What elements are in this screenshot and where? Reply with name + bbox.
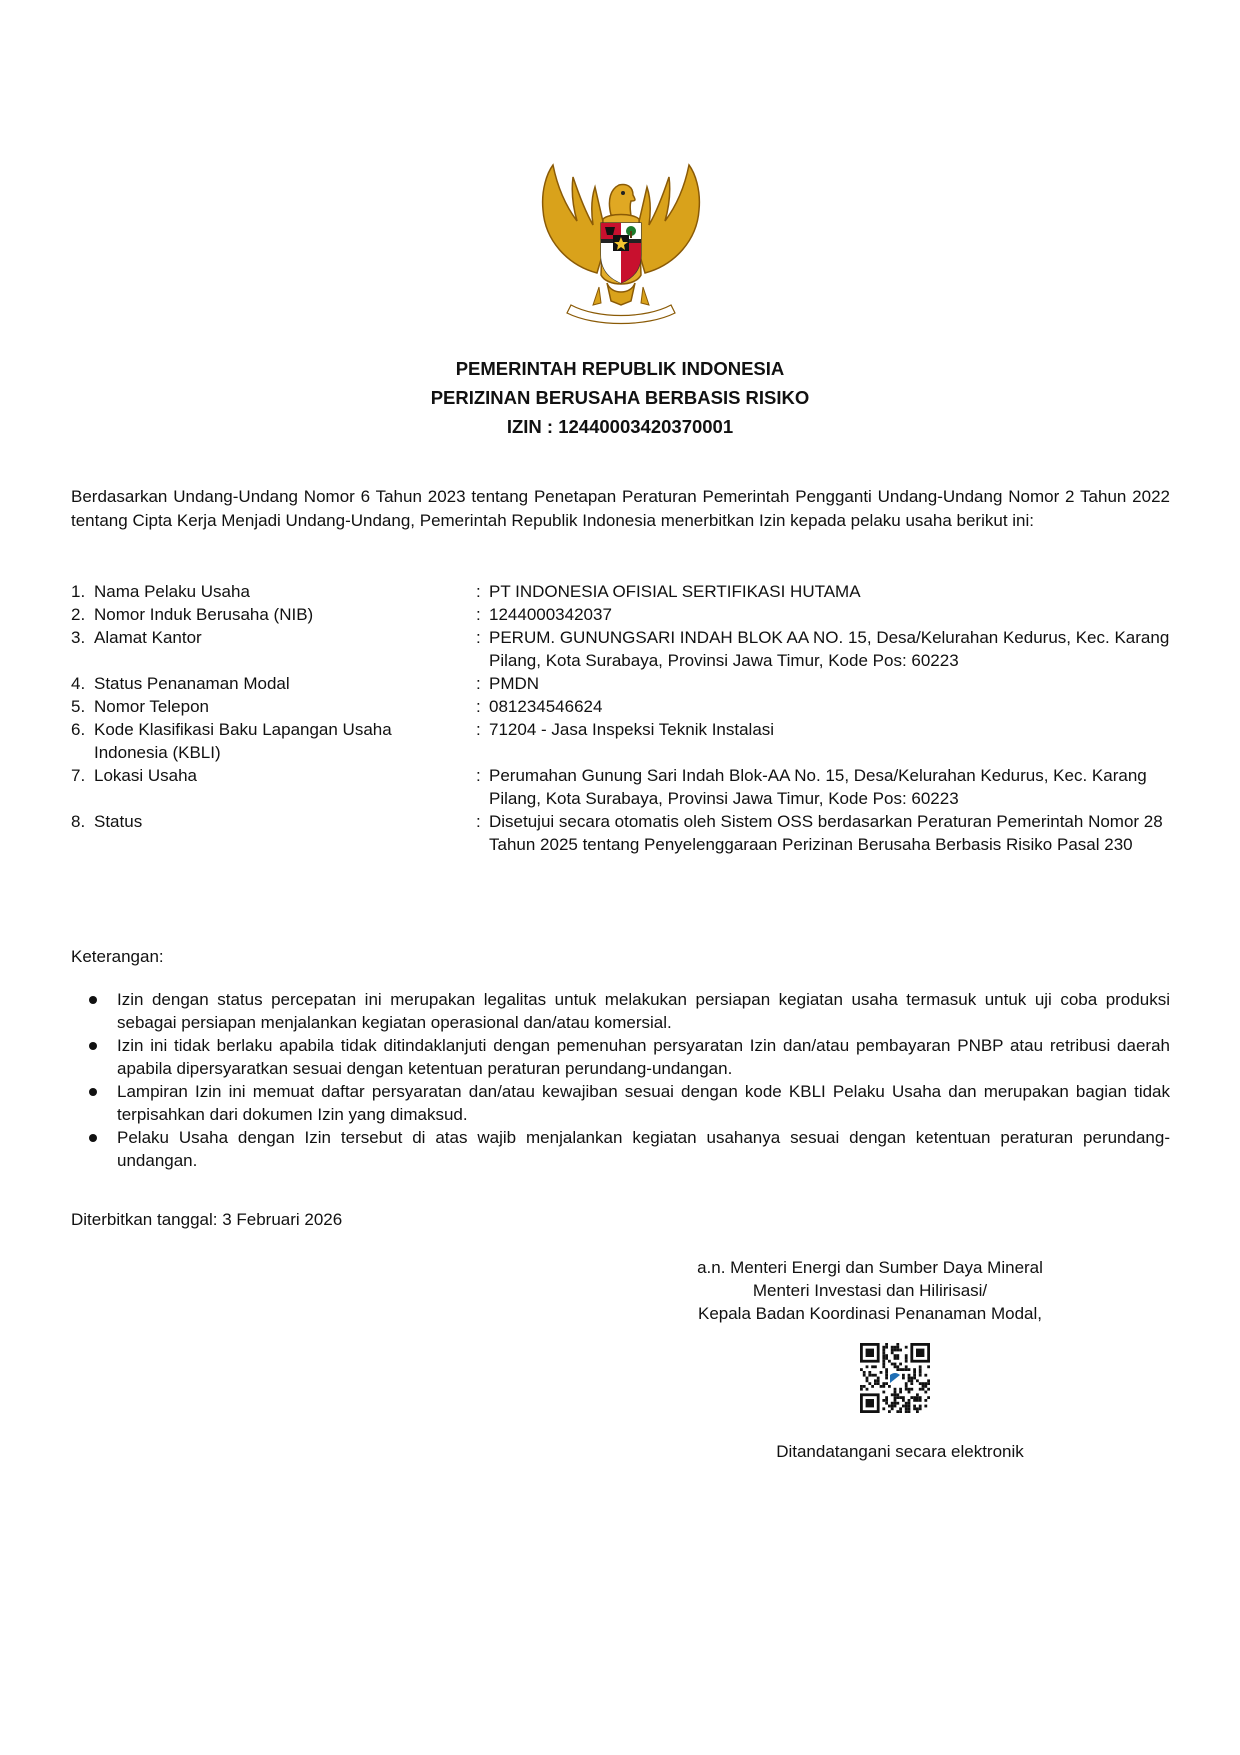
field-colon: : <box>476 605 481 624</box>
field-label: Status Penanaman Modal <box>94 674 290 693</box>
field-colon: : <box>476 812 481 831</box>
field-kbli <box>71 718 1170 764</box>
signatory-line-1: a.n. Menteri Energi dan Sumber Daya Mineral <box>697 1258 1043 1277</box>
field-number: 6. <box>71 720 86 739</box>
field-value: PMDN <box>489 674 540 693</box>
note-text: Izin dengan status percepatan ini merupakan legalitas untuk melakukan persiapan kegiatan usaha termasuk untuk uji coba produksi sebagai persiapan menjalankan kegiatan operasional dan/atau komersial. <box>117 990 1170 1032</box>
field-value: 71204 - Jasa Inspeksi Teknik Instalasi <box>489 720 775 739</box>
signatory-block <box>620 1256 1120 1325</box>
field-investment-status <box>71 672 1170 695</box>
electronic-signature-note: Ditandatangani secara elektronik <box>776 1442 1024 1461</box>
field-label: Alamat Kantor <box>94 628 202 647</box>
header-license-type: PERIZINAN BERUSAHA BERBASIS RISIKO <box>430 387 810 408</box>
field-number: 7. <box>71 766 86 785</box>
field-colon: : <box>476 582 481 601</box>
field-status <box>71 810 1170 856</box>
field-value: PERUM. GUNUNGSARI INDAH BLOK AA NO. 15, Desa/Kelurahan Kedurus, Kec. Karang Pilang, Kota Surabaya, Provinsi Jawa Timur, Kode Pos: 60223 <box>489 628 1170 670</box>
field-colon: : <box>476 720 481 739</box>
issued-date: Diterbitkan tanggal: 3 Februari 2026 <box>71 1210 343 1229</box>
field-number: 3. <box>71 628 86 647</box>
field-value: 081234546624 <box>489 697 603 716</box>
notes-heading: Keterangan: <box>71 947 164 966</box>
bullet-icon <box>71 1034 117 1080</box>
field-label: Nomor Induk Berusaha (NIB) <box>94 605 314 624</box>
note-text: Pelaku Usaha dengan Izin tersebut di atas wajib menjalankan kegiatan usahanya sesuai dengan ketentuan peraturan perundang-undangan. <box>117 1128 1170 1170</box>
header-government: PEMERINTAH REPUBLIK INDONESIA <box>455 358 785 379</box>
field-colon: : <box>476 674 481 693</box>
field-value: Disetujui secara otomatis oleh Sistem OSS berdasarkan Peraturan Pemerintah Nomor 28 Tahun 2025 tentang Penyelenggaraan Perizinan Berusaha Berbasis Risiko Pasal 230 <box>489 812 1163 854</box>
field-number: 1. <box>71 582 86 601</box>
field-label: Lokasi Usaha <box>94 766 198 785</box>
field-number: 2. <box>71 605 86 624</box>
field-colon: : <box>476 628 481 647</box>
field-label: Kode Klasifikasi Baku Lapangan Usaha Indonesia (KBLI) <box>94 720 392 762</box>
garuda-pancasila-emblem <box>537 155 705 331</box>
signatory-line-3: Kepala Badan Koordinasi Penanaman Modal, <box>697 1304 1043 1323</box>
field-value: Perumahan Gunung Sari Indah Blok-AA No. 15, Desa/Kelurahan Kedurus, Kec. Karang Pilang, Kota Surabaya, Provinsi Jawa Timur, Kode Pos: 60223 <box>489 766 1147 808</box>
header-license-number: IZIN : 12440003420370001 <box>506 416 734 437</box>
field-value: 1244000342037 <box>489 605 612 624</box>
field-colon: : <box>476 697 481 716</box>
field-number: 5. <box>71 697 86 716</box>
field-business-location <box>71 764 1170 810</box>
field-label: Nama Pelaku Usaha <box>94 582 250 601</box>
bullet-icon <box>71 1080 117 1126</box>
field-number: 8. <box>71 812 86 831</box>
list-item <box>71 1034 1170 1080</box>
notes-list <box>71 988 1170 1172</box>
document-header <box>0 354 1240 441</box>
field-business-name <box>71 580 1170 603</box>
field-colon: : <box>476 766 481 785</box>
list-item <box>71 1126 1170 1172</box>
list-item <box>71 1080 1170 1126</box>
bullet-icon <box>71 988 117 1034</box>
note-text: Izin ini tidak berlaku apabila tidak ditindaklanjuti dengan pemenuhan persyaratan Izin dan/atau pembayaran PNBP atau retribusi daerah apabila dipersyaratkan sesuai dengan ketentuan peraturan perundang-undangan. <box>117 1036 1170 1078</box>
note-text: Lampiran Izin ini memuat daftar persyaratan dan/atau kewajiban sesuai dengan kode KBLI Pelaku Usaha dan merupakan bagian tidak terpisahkan dari dokumen Izin yang dimaksud. <box>117 1082 1170 1124</box>
intro-paragraph: Berdasarkan Undang-Undang Nomor 6 Tahun 2023 tentang Penetapan Peraturan Pemerintah Pengganti Undang-Undang Nomor 2 Tahun 2022 tentang Cipta Kerja Menjadi Undang-Undang, Pemerintah Republik Indonesia menerbitkan Izin kepada pelaku usaha berikut ini: <box>71 487 1170 530</box>
field-phone <box>71 695 1170 718</box>
signatory-line-2: Menteri Investasi dan Hilirisasi/ <box>752 1281 988 1300</box>
field-number: 4. <box>71 674 86 693</box>
business-details-list <box>71 580 1170 856</box>
field-value: PT INDONESIA OFISIAL SERTIFIKASI HUTAMA <box>489 582 861 601</box>
field-office-address <box>71 626 1170 672</box>
field-label: Status <box>94 812 143 831</box>
qr-code-icon <box>860 1343 930 1413</box>
field-label: Nomor Telepon <box>94 697 209 716</box>
bullet-icon <box>71 1126 117 1172</box>
list-item <box>71 988 1170 1034</box>
field-nib <box>71 603 1170 626</box>
